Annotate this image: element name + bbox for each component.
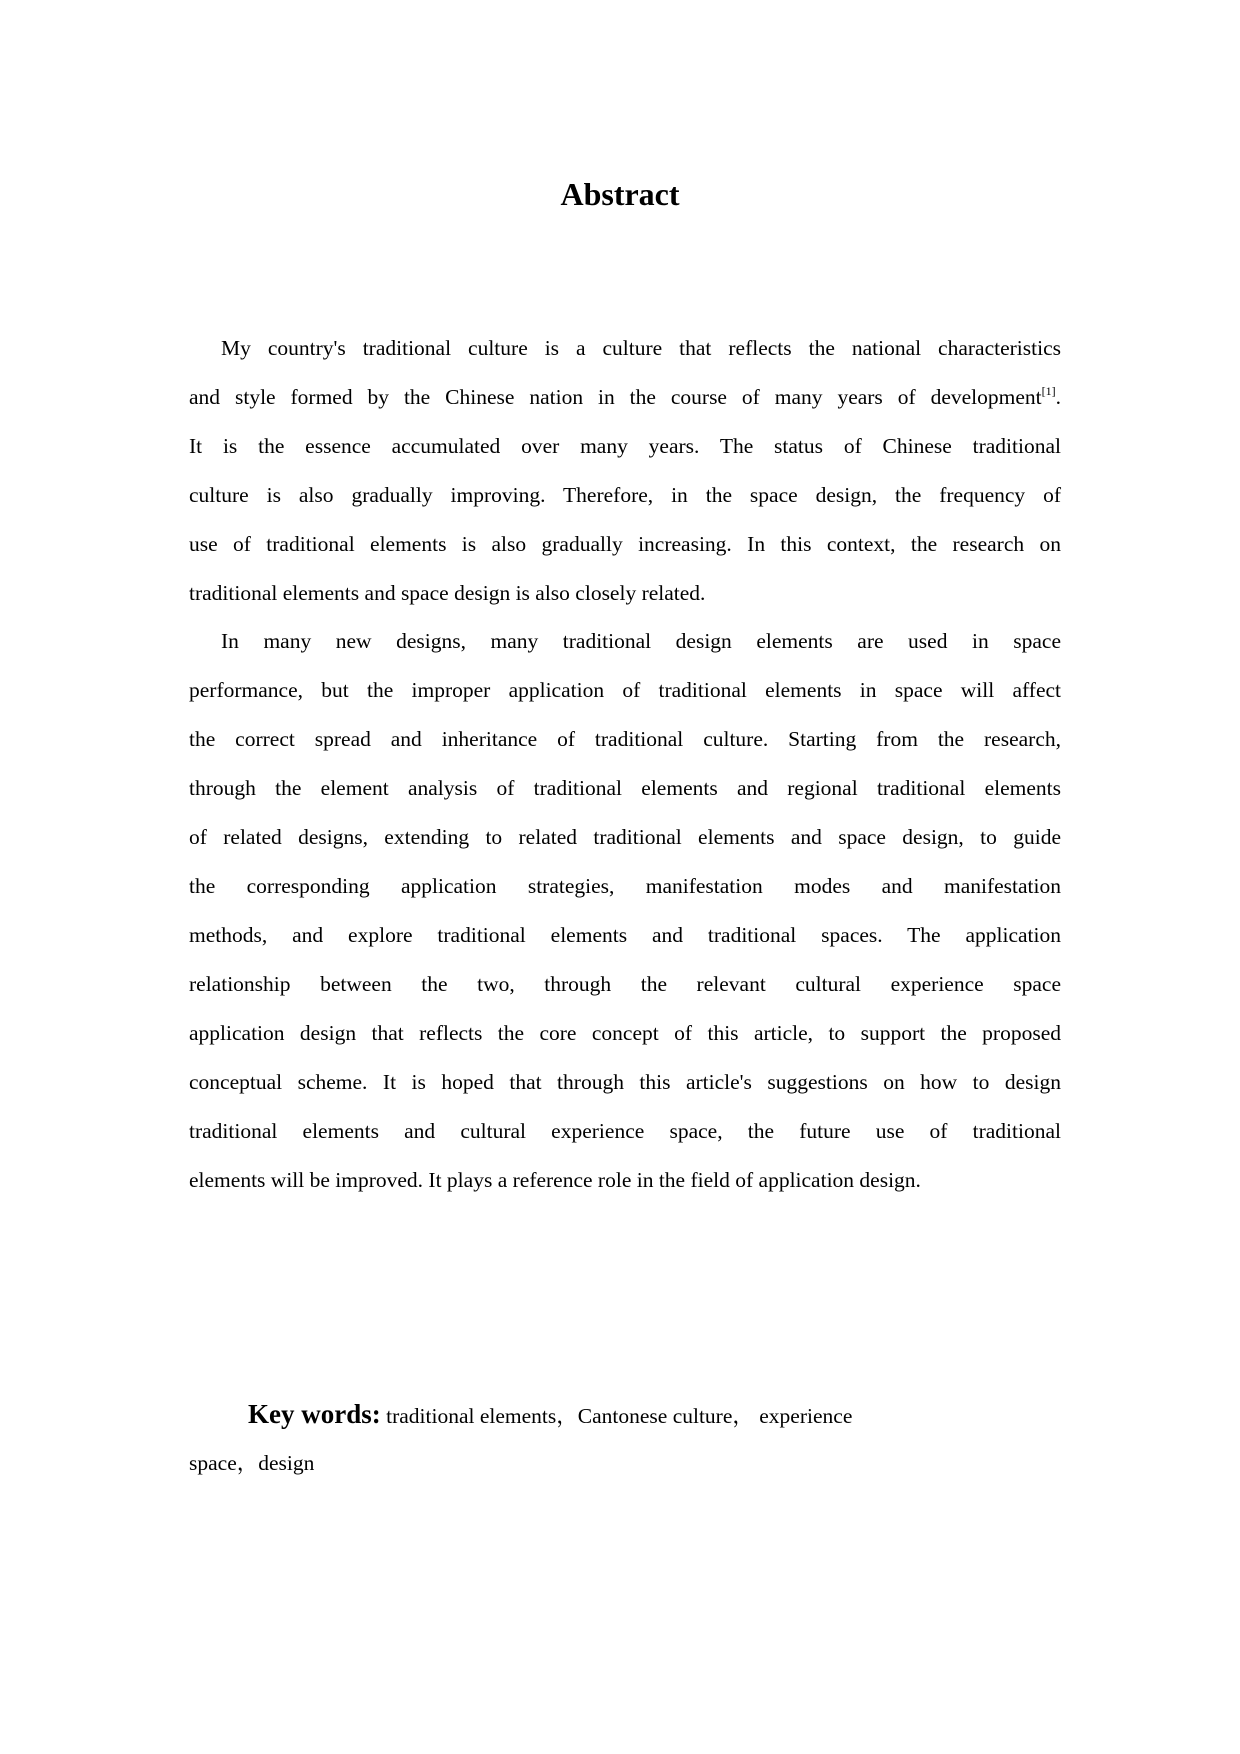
text-line: conceptual scheme. It is hoped that through this article's suggestions on how to design [189,1070,1061,1094]
text-line: My country's traditional culture is a culture that reflects the national characteristics [221,336,1061,360]
text-line-content: and style formed by the Chinese nation in the course of many years of development [189,385,1042,409]
text-line: through the element analysis of traditional elements and regional traditional elements [189,776,1061,800]
text-line: relationship between the two, through the relevant cultural experience space [189,972,1061,996]
text-line: traditional elements and space design is also closely related. [189,581,706,605]
keywords-line-2: space，design [189,1451,315,1475]
text-line: of related designs, extending to related traditional elements and space design, to guide [189,825,1061,849]
text-line: It is the essence accumulated over many years. The status of Chinese traditional [189,434,1061,458]
citation: [1] [1041,384,1056,398]
period: . [1055,385,1061,409]
keywords-section [189,1390,1061,1488]
text-line: use of traditional elements is also gradually increasing. In this context, the research on [189,532,1061,556]
keywords-line-1 [189,1390,1061,1439]
text-line: performance, but the improper application of traditional elements in space will affect [189,678,1061,702]
text-line: methods, and explore traditional elements and traditional spaces. The application [189,923,1061,947]
abstract-paragraph-1 [189,324,1061,618]
keywords-label: Key words: [248,1399,381,1429]
text-line: In many new designs, many traditional design elements are used in space [221,629,1061,653]
text-line [189,373,1061,422]
keywords-text: traditional elements，Cantonese culture， experience [380,1404,853,1428]
text-line: elements will be improved. It plays a reference role in the field of application design. [189,1168,921,1192]
text-line: traditional elements and cultural experience space, the future use of traditional [189,1119,1061,1143]
text-line: culture is also gradually improving. Therefore, in the space design, the frequency of [189,483,1061,507]
abstract-paragraph-2 [189,617,1061,1205]
text-line: the correct spread and inheritance of traditional culture. Starting from the research, [189,727,1061,751]
text-line: application design that reflects the core concept of this article, to support the proposed [189,1021,1061,1045]
text-line: the corresponding application strategies, manifestation modes and manifestation [189,874,1061,898]
page-title: Abstract [560,176,680,212]
